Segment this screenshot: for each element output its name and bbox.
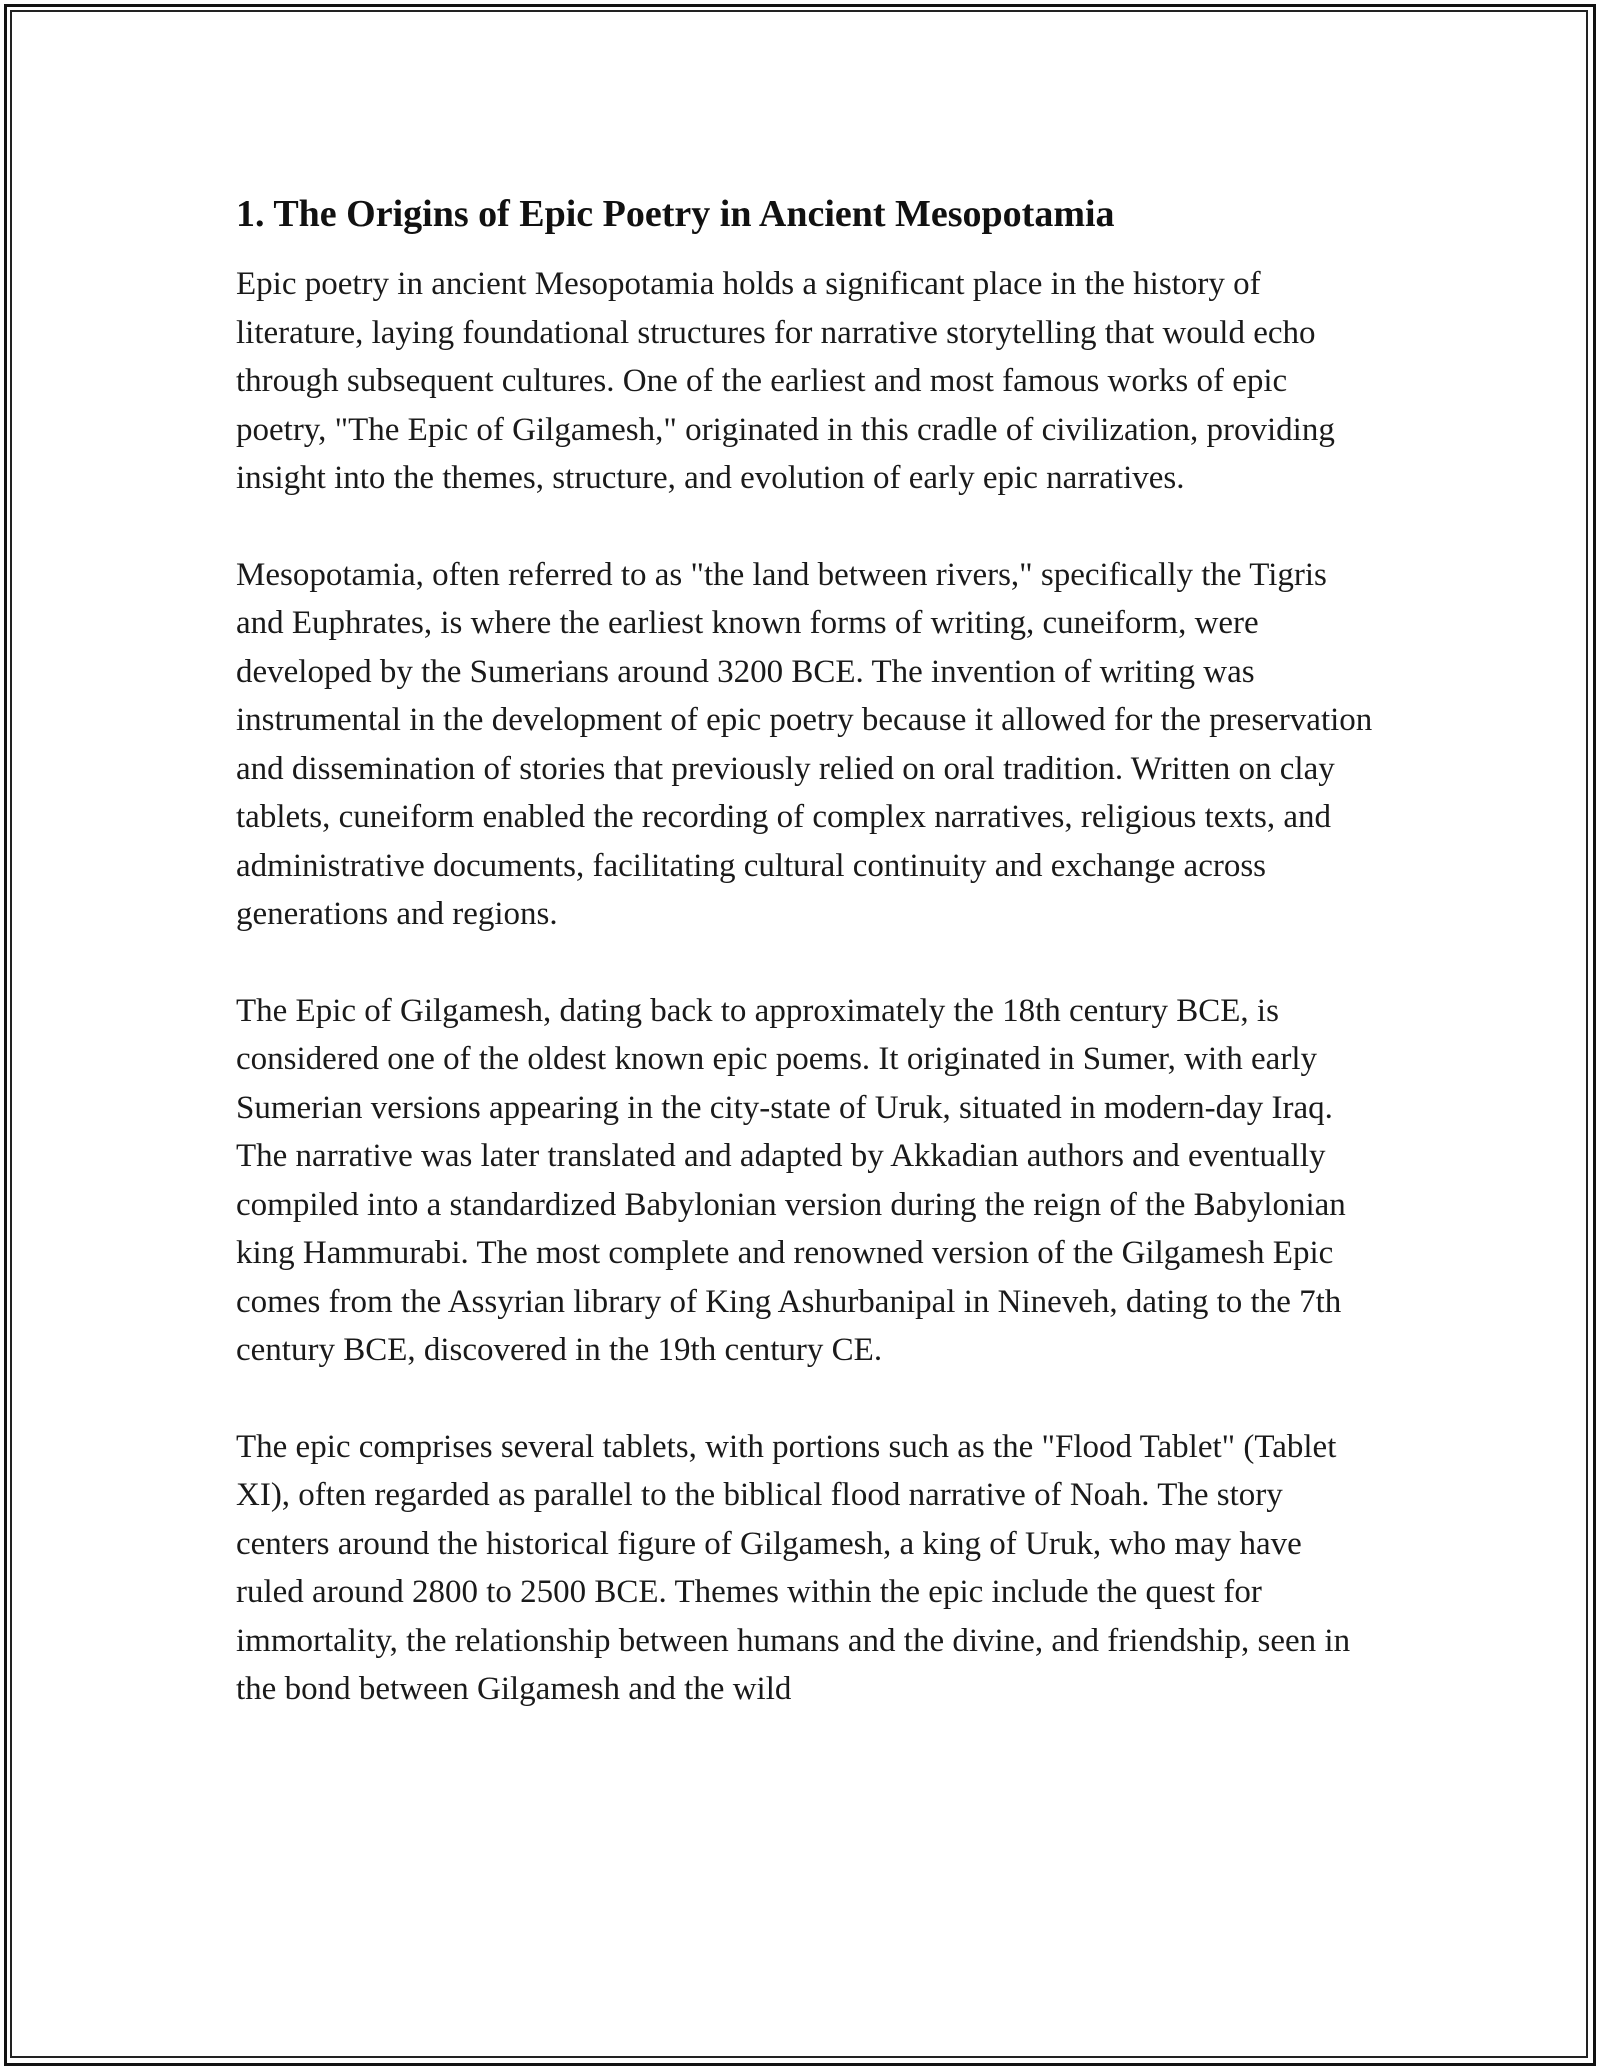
paragraph-3: The Epic of Gilgamesh, dating back to approximately the 18th century BCE, is considered one of the oldest known epic poems. It originated in Sumer, with early Sumerian versions appearing in the city-state of Uruk, situated in modern-day Iraq. The narrative was later translated and adapted by Akkadian authors and eventually compiled into a standardized Babylonian version during the reign of the Babylonian king Hammurabi. The most complete and renowned version of the Gilgamesh Epic comes from the Assyrian library of King Ashurbanipal in Nineveh, dating to the 7th century BCE, discovered in the 19th century CE. xyxy=(236,992,1346,1368)
paragraph-4: The epic comprises several tablets, with portions such as the "Flood Tablet" (Tablet XI), often regarded as parallel to the biblical flood narrative of Noah. The story centers around the historical figure of Gilgamesh, a king of Uruk, who may have ruled around 2800 to 2500 BCE. Themes within the epic include the quest for immortality, the relationship between humans and the divine, and friendship, seen in the bond between Gilgamesh and the wild xyxy=(236,1428,1351,1707)
paragraph-1: Epic poetry in ancient Mesopotamia holds a significant place in the history of literature, laying foundational structures for narrative storytelling that would echo through subsequent cultures. One of the earliest and most famous works of epic poetry, "The Epic of Gilgamesh," originated in this cradle of civilization, providing insight into the themes, structure, and evolution of early epic narratives. xyxy=(236,266,1335,496)
document-body xyxy=(236,190,1376,1762)
paragraph-2: Mesopotamia, often referred to as "the land between rivers," specifically the Tigris and Euphrates, is where the earliest known forms of writing, cuneiform, were developed by the Sumerians around 3200 BCE. The invention of writing was instrumental in the development of epic poetry because it allowed for the preservation and dissemination of stories that previously relied on oral tradition. Written on clay tablets, cuneiform enabled the recording of complex narratives, religious texts, and administrative documents, facilitating cultural continuity and exchange across generations and regions. xyxy=(236,556,1373,932)
section-heading: 1. The Origins of Epic Poetry in Ancient Mesopotamia xyxy=(236,193,1115,235)
